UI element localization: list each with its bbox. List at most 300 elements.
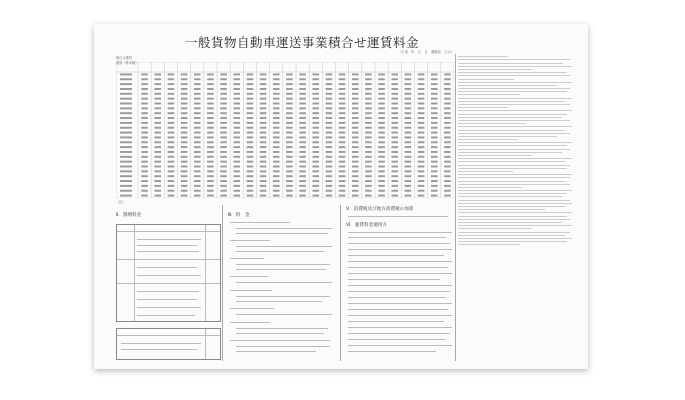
table-cell-value <box>312 103 319 105</box>
table-cell-value <box>286 190 293 192</box>
table-cell-value <box>220 170 227 172</box>
table-cell-value <box>431 93 438 95</box>
table-cell-value <box>431 112 438 114</box>
table-cell-value <box>326 141 333 143</box>
table-cell-value <box>141 190 148 192</box>
table-cell-value <box>378 151 385 153</box>
table-cell-value <box>339 190 346 192</box>
table-cell-value <box>391 190 398 192</box>
table-cell-value <box>220 117 227 119</box>
table-cell-value <box>260 185 267 187</box>
table-cell-value <box>391 107 398 109</box>
table-cell-value <box>207 141 214 143</box>
table-cell-value <box>273 88 280 90</box>
table-cell-value <box>299 103 306 105</box>
table-cell-value <box>273 112 280 114</box>
table-cell-value <box>326 132 333 134</box>
table-cell-value <box>286 195 293 197</box>
table-cell-value <box>339 166 346 168</box>
text-line <box>348 216 448 217</box>
table-cell-value <box>365 73 372 75</box>
table-cell-value <box>141 136 148 138</box>
table-cell-value <box>273 190 280 192</box>
table-cell-value <box>299 151 306 153</box>
table-cell-value <box>405 88 412 90</box>
table-cell-value <box>326 107 333 109</box>
table-cell-value <box>181 93 188 95</box>
table-cell-value <box>194 141 201 143</box>
table-cell-value <box>233 195 240 197</box>
table-cell-value <box>247 151 254 153</box>
table-cell-value <box>339 98 346 100</box>
table-cell-value <box>273 127 280 129</box>
table-cell-value <box>418 185 425 187</box>
table-cell-value <box>233 146 240 148</box>
table-cell-value <box>273 141 280 143</box>
table-cell-value <box>431 156 438 158</box>
table-cell-value <box>418 190 425 192</box>
table-cell-value <box>233 112 240 114</box>
table-cell-value <box>273 73 280 75</box>
table-cell-value <box>260 73 267 75</box>
table-cell-value <box>352 117 359 119</box>
table-cell-value <box>365 195 372 197</box>
table-cell-value <box>352 103 359 105</box>
table-cell-value <box>365 98 372 100</box>
table-cell-value <box>233 78 240 80</box>
table-cell-value <box>273 107 280 109</box>
table-cell-value <box>312 83 319 85</box>
table-cell-value <box>181 122 188 124</box>
table-cell-value <box>247 190 254 192</box>
table-cell-value <box>365 180 372 182</box>
table-cell-value <box>233 180 240 182</box>
table-cell-value <box>312 156 319 158</box>
table-cell-value <box>247 73 254 75</box>
table-cell-value <box>154 103 161 105</box>
table-cell-value <box>326 166 333 168</box>
table-cell-value <box>233 132 240 134</box>
rate-table <box>116 62 454 198</box>
table-cell-value <box>154 78 161 80</box>
table-cell-value <box>141 146 148 148</box>
table-cell-value <box>405 93 412 95</box>
table-cell-value <box>378 146 385 148</box>
table-cell-value <box>299 122 306 124</box>
table-cell-value <box>312 122 319 124</box>
table-cell-value <box>378 161 385 163</box>
table-cell-value <box>352 78 359 80</box>
table-cell-value <box>444 146 451 148</box>
table-cell-value <box>326 175 333 177</box>
table-cell-value <box>405 175 412 177</box>
table-cell-value <box>405 146 412 148</box>
table-cell-value <box>168 122 175 124</box>
table-cell-value <box>418 117 425 119</box>
table-cell-value <box>168 132 175 134</box>
table-cell-value <box>391 161 398 163</box>
table-cell-value <box>154 122 161 124</box>
table-row-label <box>120 127 132 129</box>
notes-column <box>458 54 582 247</box>
table-cell-value <box>233 170 240 172</box>
table-cell-value <box>391 136 398 138</box>
table-cell-value <box>391 93 398 95</box>
table-cell-value <box>378 83 385 85</box>
table-cell-value <box>233 175 240 177</box>
table-cell-value <box>220 132 227 134</box>
table-cell-value <box>194 151 201 153</box>
table-cell-value <box>418 78 425 80</box>
table-cell-value <box>181 136 188 138</box>
table-row-label <box>120 78 132 80</box>
table-cell-value <box>299 185 306 187</box>
table-cell-value <box>339 112 346 114</box>
table-cell-value <box>339 117 346 119</box>
table-cell-value <box>168 180 175 182</box>
table-cell-value <box>339 132 346 134</box>
table-cell-value <box>247 132 254 134</box>
table-cell-value <box>194 103 201 105</box>
table-cell-value <box>286 88 293 90</box>
table-cell-value <box>168 170 175 172</box>
table-cell-value <box>154 195 161 197</box>
table-cell-value <box>365 170 372 172</box>
table-cell-value <box>273 132 280 134</box>
table-cell-value <box>405 185 412 187</box>
table-cell-value <box>260 166 267 168</box>
table-cell-value <box>141 195 148 197</box>
table-cell-value <box>378 190 385 192</box>
section-heading: Ⅴ．消費税及び地方消費税の加算 <box>346 207 414 212</box>
table-cell-value <box>299 112 306 114</box>
table-cell-value <box>405 195 412 197</box>
table-cell-value <box>286 98 293 100</box>
table-cell-value <box>273 166 280 168</box>
table-cell-value <box>299 146 306 148</box>
table-cell-value <box>220 151 227 153</box>
table-cell-value <box>247 83 254 85</box>
table-cell-value <box>220 88 227 90</box>
table-cell-value <box>405 190 412 192</box>
table-cell-value <box>247 175 254 177</box>
table-cell-value <box>194 107 201 109</box>
table-cell-value <box>391 195 398 197</box>
table-cell-value <box>260 180 267 182</box>
table-cell-value <box>299 117 306 119</box>
table-cell-value <box>154 166 161 168</box>
table-cell-value <box>352 146 359 148</box>
table-cell-value <box>339 88 346 90</box>
table-cell-value <box>365 127 372 129</box>
table-cell-value <box>391 166 398 168</box>
table-cell-value <box>273 122 280 124</box>
table-cell-value <box>352 166 359 168</box>
table-cell-value <box>405 151 412 153</box>
table-cell-value <box>154 98 161 100</box>
table-cell-value <box>378 156 385 158</box>
table-cell-value <box>365 103 372 105</box>
document-subtitle: （平成 年 月 日 運輸局 公示） <box>398 50 455 54</box>
table-cell-value <box>273 103 280 105</box>
table-cell-value <box>312 151 319 153</box>
table-cell-value <box>207 161 214 163</box>
table-cell-value <box>273 93 280 95</box>
table-cell-value <box>260 170 267 172</box>
table-cell-value <box>233 161 240 163</box>
table-row-label <box>120 83 132 85</box>
table-cell-value <box>220 93 227 95</box>
table-cell-value <box>207 175 214 177</box>
table-cell-value <box>391 185 398 187</box>
table-cell-value <box>352 93 359 95</box>
table-cell-value <box>168 83 175 85</box>
table-cell-value <box>194 88 201 90</box>
table-cell-value <box>326 127 333 129</box>
table-cell-value <box>286 151 293 153</box>
table-cell-value <box>194 180 201 182</box>
table-cell-value <box>431 83 438 85</box>
table-cell-value <box>391 112 398 114</box>
table-cell-value <box>247 88 254 90</box>
table-cell-value <box>286 107 293 109</box>
table-cell-value <box>378 103 385 105</box>
table-cell-value <box>378 73 385 75</box>
table-cell-value <box>220 146 227 148</box>
table-cell-value <box>365 190 372 192</box>
table-cell-value <box>365 132 372 134</box>
table-cell-value <box>418 107 425 109</box>
table-cell-value <box>391 175 398 177</box>
table-cell-value <box>339 175 346 177</box>
table-cell-value <box>273 136 280 138</box>
table-row-label <box>120 195 132 197</box>
table-cell-value <box>418 175 425 177</box>
table-cell-value <box>418 166 425 168</box>
table-cell-value <box>312 88 319 90</box>
table-cell-value <box>286 78 293 80</box>
table-cell-value <box>273 161 280 163</box>
table-cell-value <box>312 195 319 197</box>
table-cell-value <box>168 156 175 158</box>
table-cell-value <box>220 185 227 187</box>
table-cell-value <box>233 88 240 90</box>
table-row-label <box>120 151 132 153</box>
table-cell-value <box>312 132 319 134</box>
table-cell-value <box>181 161 188 163</box>
table-cell-value <box>168 78 175 80</box>
table-cell-value <box>326 103 333 105</box>
table-cell-value <box>181 98 188 100</box>
table-cell-value <box>431 170 438 172</box>
table-cell-value <box>299 166 306 168</box>
table-cell-value <box>352 132 359 134</box>
table-cell-value <box>391 78 398 80</box>
table-cell-value <box>391 83 398 85</box>
table-cell-value <box>418 83 425 85</box>
table-cell-value <box>444 73 451 75</box>
table-cell-value <box>326 112 333 114</box>
table-cell-value <box>378 98 385 100</box>
table-cell-value <box>365 146 372 148</box>
table-cell-value <box>405 132 412 134</box>
table-cell-value <box>168 93 175 95</box>
table-cell-value <box>312 73 319 75</box>
table-cell-value <box>181 180 188 182</box>
table-cell-value <box>154 112 161 114</box>
surcharge-table-2 <box>116 328 221 360</box>
table-cell-value <box>378 170 385 172</box>
table-cell-value <box>154 146 161 148</box>
table-cell-value <box>260 122 267 124</box>
table-cell-value <box>194 98 201 100</box>
table-cell-value <box>378 93 385 95</box>
table-cell-value <box>339 136 346 138</box>
table-cell-value <box>260 93 267 95</box>
table-cell-value <box>326 73 333 75</box>
table-cell-value <box>207 151 214 153</box>
table-cell-value <box>444 195 451 197</box>
table-cell-value <box>233 93 240 95</box>
table-subcaption: 運賃（基本額） <box>116 61 139 65</box>
table-cell-value <box>154 117 161 119</box>
table-cell-value <box>168 161 175 163</box>
table-cell-value <box>444 88 451 90</box>
table-cell-value <box>233 107 240 109</box>
table-cell-value <box>194 185 201 187</box>
table-cell-value <box>273 170 280 172</box>
table-row-label <box>120 180 132 182</box>
table-cell-value <box>339 78 346 80</box>
table-cell-value <box>299 83 306 85</box>
table-cell-value <box>141 175 148 177</box>
table-cell-value <box>299 195 306 197</box>
table-row-label <box>120 73 132 75</box>
table-cell-value <box>260 156 267 158</box>
table-cell-value <box>141 83 148 85</box>
table-cell-value <box>273 180 280 182</box>
table-cell-value <box>391 127 398 129</box>
table-cell-value <box>326 88 333 90</box>
table-cell-value <box>181 141 188 143</box>
table-cell-value <box>168 112 175 114</box>
table-cell-value <box>365 136 372 138</box>
table-cell-value <box>207 190 214 192</box>
table-cell-value <box>286 141 293 143</box>
table-cell-value <box>154 132 161 134</box>
table-cell-value <box>339 170 346 172</box>
table-cell-value <box>418 93 425 95</box>
table-cell-value <box>286 180 293 182</box>
table-cell-value <box>418 132 425 134</box>
table-cell-value <box>154 141 161 143</box>
table-cell-value <box>220 107 227 109</box>
table-cell-value <box>141 141 148 143</box>
table-cell-value <box>168 88 175 90</box>
table-row-label <box>120 185 132 187</box>
table-cell-value <box>247 180 254 182</box>
table-cell-value <box>194 117 201 119</box>
table-cell-value <box>194 127 201 129</box>
table-cell-value <box>141 98 148 100</box>
table-cell-value <box>247 141 254 143</box>
table-cell-value <box>194 170 201 172</box>
table-cell-value <box>247 136 254 138</box>
table-caption: 積合せ運賃 <box>116 56 132 60</box>
table-cell-value <box>312 185 319 187</box>
table-cell-value <box>431 166 438 168</box>
table-cell-value <box>207 180 214 182</box>
table-row-label <box>120 170 132 172</box>
table-cell-value <box>378 127 385 129</box>
table-cell-value <box>326 117 333 119</box>
table-row-label <box>120 132 132 134</box>
table-cell-value <box>378 132 385 134</box>
table-cell-value <box>260 141 267 143</box>
table-cell-value <box>352 180 359 182</box>
table-cell-value <box>352 170 359 172</box>
table-cell-value <box>378 175 385 177</box>
table-cell-value <box>299 161 306 163</box>
table-cell-value <box>339 93 346 95</box>
table-row-label <box>120 156 132 158</box>
table-cell-value <box>365 78 372 80</box>
table-cell-value <box>431 107 438 109</box>
table-cell-value <box>312 161 319 163</box>
table-cell-value <box>154 175 161 177</box>
table-cell-value <box>141 93 148 95</box>
table-cell-value <box>260 117 267 119</box>
table-cell-value <box>220 73 227 75</box>
table-cell-value <box>405 156 412 158</box>
table-cell-value <box>194 93 201 95</box>
table-cell-value <box>378 141 385 143</box>
table-cell-value <box>286 175 293 177</box>
table-cell-value <box>247 127 254 129</box>
table-cell-value <box>299 180 306 182</box>
table-cell-value <box>326 195 333 197</box>
table-cell-value <box>207 170 214 172</box>
table-cell-value <box>444 132 451 134</box>
table-cell-value <box>326 156 333 158</box>
table-cell-value <box>405 170 412 172</box>
table-cell-value <box>207 78 214 80</box>
table-cell-value <box>154 127 161 129</box>
table-cell-value <box>141 170 148 172</box>
table-cell-value <box>339 156 346 158</box>
table-cell-value <box>233 190 240 192</box>
table-cell-value <box>312 117 319 119</box>
table-cell-value <box>352 175 359 177</box>
table-cell-value <box>194 166 201 168</box>
table-row-label <box>120 103 132 105</box>
table-cell-value <box>207 136 214 138</box>
table-cell-value <box>286 127 293 129</box>
table-cell-value <box>391 156 398 158</box>
column-divider <box>222 205 223 361</box>
table-cell-value <box>273 83 280 85</box>
table-cell-value <box>365 185 372 187</box>
table-cell-value <box>168 127 175 129</box>
table-cell-value <box>431 98 438 100</box>
table-cell-value <box>181 73 188 75</box>
table-cell-value <box>141 78 148 80</box>
table-cell-value <box>247 93 254 95</box>
table-cell-value <box>233 83 240 85</box>
table-cell-value <box>418 180 425 182</box>
table-cell-value <box>220 180 227 182</box>
table-cell-value <box>365 107 372 109</box>
